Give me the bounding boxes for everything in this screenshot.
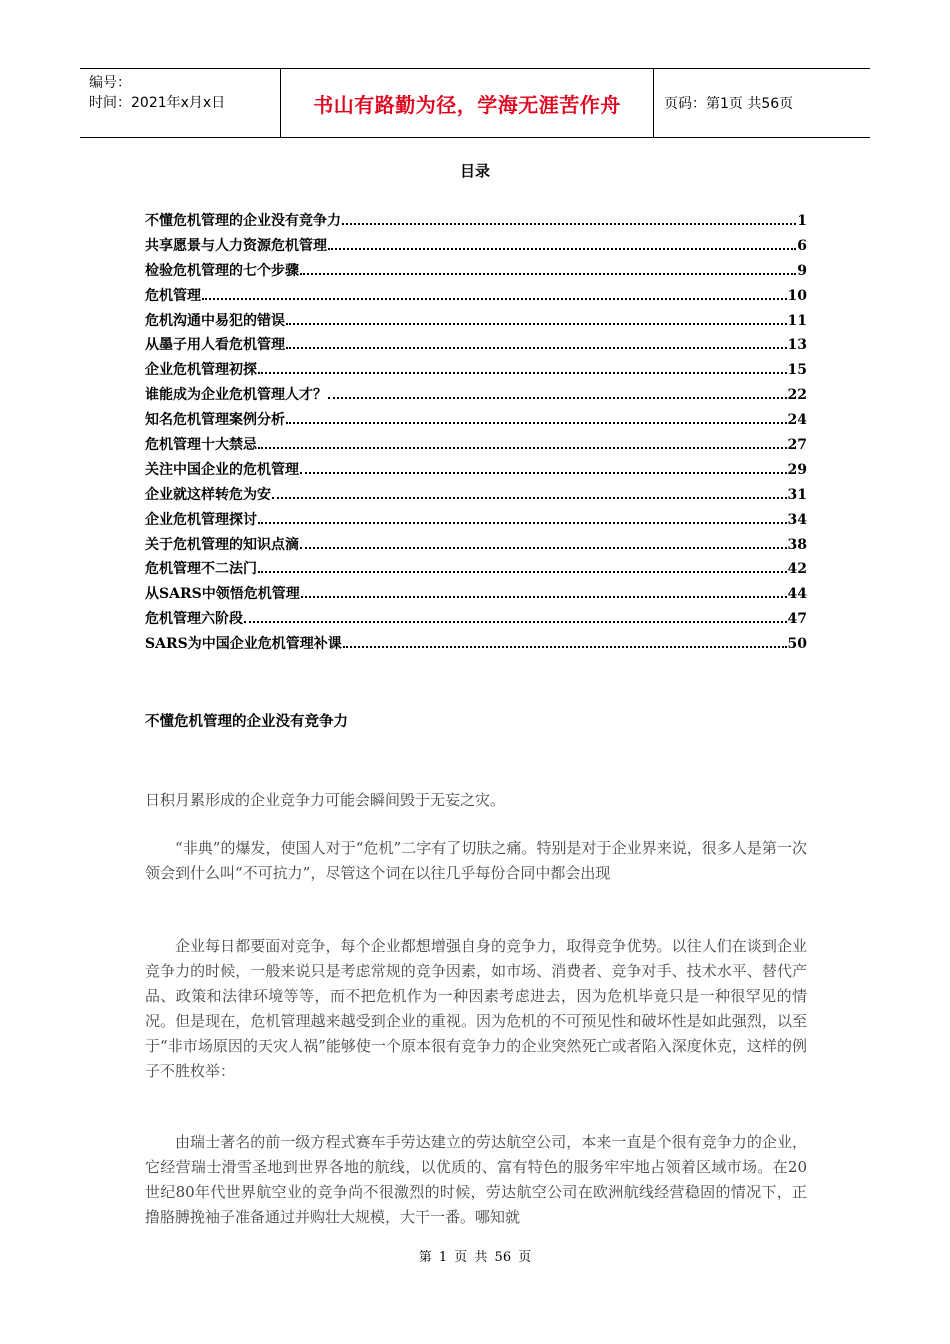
toc-entry[interactable] [145, 509, 807, 534]
header-number-label: 编号： [89, 75, 131, 91]
toc-leader-dots [328, 248, 796, 250]
toc-leader-dots [328, 397, 787, 399]
table-of-contents [145, 210, 807, 658]
toc-entry-title: 谁能成为企业危机管理人才？ [145, 387, 327, 404]
toc-entry-page: 42 [787, 561, 807, 578]
toc-entry[interactable] [145, 558, 807, 583]
toc-entry-title: 危机管理 [145, 287, 201, 304]
page-header [80, 68, 870, 138]
section-heading: 不懂危机管理的企业没有竞争力 [145, 713, 348, 730]
toc-leader-dots [286, 422, 787, 424]
body-paragraph: 企业每日都要面对竞争，每个企业都想增强自身的竞争力，取得竞争优势。以往人们在谈到企业竞争力的时候，一般来说只是考虑常规的竞争因素，如市场、消费者、竞争对手、技术水平、替代产品、政策和法律环境等等，而不把危机作为一种因素考虑进去，因为危机毕竟只是一种很罕见的情况。但是现在，危机管理越来越受到企业的重视。因为危机的不可预见性和破坏性是如此强烈，以至于“非市场原因的天灾人祸”能够使一个原本很有竞争力的企业突然死亡或者陷入深度休克，这样的例子不胜枚举： [145, 937, 807, 1080]
toc-entry-title: 企业危机管理初探 [145, 362, 257, 379]
toc-entry-page: 15 [787, 362, 807, 379]
toc-entry-title: 关于危机管理的知识点滴 [145, 536, 299, 553]
toc-entry[interactable] [145, 260, 807, 285]
toc-entry-title: 从墨子用人看危机管理 [145, 337, 285, 354]
toc-entry[interactable] [145, 484, 807, 509]
toc-entry[interactable] [145, 285, 807, 310]
toc-entry[interactable] [145, 534, 807, 559]
header-meta-cell [80, 69, 281, 137]
toc-entry-title: SARS为中国企业危机管理补课 [145, 636, 342, 653]
toc-leader-dots [286, 347, 787, 349]
toc-entry-page: 50 [787, 636, 807, 653]
toc-entry-page: 24 [787, 412, 807, 429]
toc-entry-title: 知名危机管理案例分析 [145, 412, 285, 429]
toc-entry-page: 10 [787, 287, 807, 304]
toc-entry-page: 44 [787, 586, 807, 603]
toc-entry[interactable] [145, 434, 807, 459]
toc-leader-dots [300, 273, 796, 275]
toc-entry-page: 22 [787, 387, 807, 404]
toc-entry-title: 企业就这样转危为安 [145, 486, 271, 503]
toc-leader-dots [286, 323, 787, 325]
toc-leader-dots [258, 522, 787, 524]
toc-leader-dots [301, 596, 787, 598]
toc-entry[interactable] [145, 384, 807, 409]
toc-entry[interactable] [145, 359, 807, 384]
toc-leader-dots [202, 298, 787, 300]
toc-entry-page: 31 [787, 486, 807, 503]
header-page-info: 页码：第1页 共56页 [664, 96, 794, 112]
toc-entry-page: 38 [787, 536, 807, 553]
toc-leader-dots [258, 571, 787, 573]
toc-entry-page: 6 [797, 237, 807, 254]
toc-leader-dots [343, 646, 787, 648]
toc-entry[interactable] [145, 334, 807, 359]
page-footer: 第 1 页 共 56 页 [418, 1250, 532, 1265]
toc-entry-page: 1 [797, 213, 807, 229]
toc-entry-page: 27 [787, 437, 807, 454]
toc-entry-page: 13 [787, 337, 807, 354]
toc-entry-title: 企业危机管理探讨 [145, 511, 257, 528]
toc-entry[interactable] [145, 459, 807, 484]
header-date: 时间：2021年x月x日 [89, 95, 226, 111]
lead-paragraph: 日积月累形成的企业竞争力可能会瞬间毁于无妄之灾。 [145, 791, 506, 809]
toc-entry[interactable] [145, 608, 807, 633]
toc-leader-dots [244, 621, 787, 623]
toc-leader-dots [258, 372, 787, 374]
toc-entry-title: 检验危机管理的七个步骤 [145, 262, 299, 279]
toc-leader-dots [300, 472, 787, 474]
toc-leader-dots [300, 547, 787, 549]
toc-entry-title: 关注中国企业的危机管理 [145, 461, 299, 478]
toc-entry[interactable] [145, 633, 807, 658]
toc-entry-page: 11 [787, 312, 807, 329]
body-paragraph: 由瑞士著名的前一级方程式赛车手劳达建立的劳达航空公司，本来一直是个很有竞争力的企业，它经营瑞士滑雪圣地到世界各地的航线，以优质的、富有特色的服务牢牢地占领着区域市场。在20世纪80年代世界航空业的竞争尚不很激烈的时候，劳达航空公司在欧洲航线经营稳固的情况下，正撸胳膊挽袖子准备通过并购壮大规模，大干一番。哪知就 [145, 1133, 807, 1226]
toc-entry-title: 危机管理不二法门 [145, 561, 257, 578]
toc-entry-title: 共享愿景与人力资源危机管理 [145, 237, 327, 254]
toc-leader-dots [342, 223, 796, 225]
toc-entry[interactable] [145, 583, 807, 608]
toc-leader-dots [258, 447, 787, 449]
body-paragraph: “非典”的爆发，使国人对于“危机”二字有了切肤之痛。特别是对于企业界来说，很多人是第一次领会到什么叫“不可抗力”，尽管这个词在以往几乎每份合同中都会出现 [145, 839, 807, 882]
toc-entry[interactable] [145, 310, 807, 335]
toc-entry-title: 危机管理十大禁忌 [145, 437, 257, 454]
toc-entry-title: 不懂危机管理的企业没有竞争力 [145, 213, 341, 229]
toc-entry-page: 34 [787, 511, 807, 528]
toc-entry[interactable] [145, 210, 807, 235]
toc-entry-title: 危机沟通中易犯的错误 [145, 312, 285, 329]
toc-entry[interactable] [145, 409, 807, 434]
toc-entry-page: 29 [787, 461, 807, 478]
toc-entry-page: 47 [787, 611, 807, 628]
toc-title: 目录 [459, 162, 490, 180]
toc-entry-title: 危机管理六阶段 [145, 611, 243, 628]
toc-entry[interactable] [145, 235, 807, 260]
header-motto: 书山有路勤为径，学海无涯苦作舟 [281, 69, 654, 137]
toc-leader-dots [272, 497, 787, 499]
toc-entry-page: 9 [797, 262, 807, 279]
toc-entry-title: 从SARS中领悟危机管理 [145, 586, 300, 603]
